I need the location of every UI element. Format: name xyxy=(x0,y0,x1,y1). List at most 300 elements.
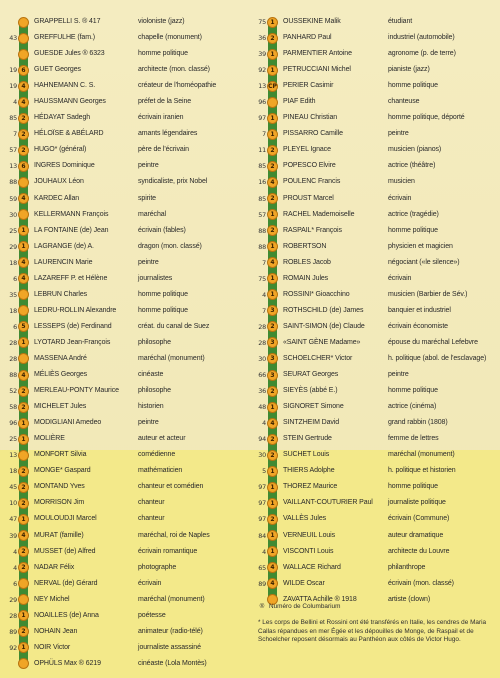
sector-circle: 1 xyxy=(267,273,278,284)
list-row xyxy=(253,94,497,110)
list-row xyxy=(253,303,497,319)
person-name: LYOTARD Jean-François xyxy=(34,338,111,346)
division-number: 4 xyxy=(13,98,17,107)
person-name: THOREZ Maurice xyxy=(283,483,338,491)
sector-circle: 2 xyxy=(267,225,278,236)
sector-circle: 4 xyxy=(267,562,278,573)
sector-circle: 4 xyxy=(18,257,29,268)
list-row xyxy=(253,495,497,511)
sector-circle: 2 xyxy=(267,161,278,172)
list-row xyxy=(4,287,250,303)
sector-circle xyxy=(18,33,29,44)
division-number: 36 xyxy=(258,387,266,396)
footnote: * Les corps de Bellini et Rossini ont été transférés en Italie, les cendres de Maria Callas répandues en mer Égée et les dépouilles de Monge, de Raspail et de Schoelcher reposent désormais au Panthéon aux côtés de Victor Hugo. xyxy=(258,619,487,644)
list-row xyxy=(4,656,250,672)
person-name: ROTHSCHILD (de) James xyxy=(283,306,364,314)
list-row xyxy=(4,255,250,271)
person-description: créateur de l'homéopathie xyxy=(138,82,217,90)
list-row xyxy=(253,78,497,94)
sector-circle: CP xyxy=(268,82,277,90)
person-description: maréchal xyxy=(138,210,166,218)
person-description: chanteur xyxy=(138,499,165,507)
sector-circle: 1 xyxy=(267,546,278,557)
division-number: 39 xyxy=(9,531,17,540)
list-row xyxy=(4,351,250,367)
person-description: musicien xyxy=(388,178,415,186)
person-name: NOIR Victor xyxy=(34,643,71,651)
person-name: MOULOUDJI Marcel xyxy=(34,515,97,523)
division-number: 89 xyxy=(258,579,266,588)
person-name: ROMAIN Jules xyxy=(283,274,329,282)
person-name: MONTAND Yves xyxy=(34,483,85,491)
legend-key xyxy=(258,602,494,612)
list-row xyxy=(253,479,497,495)
person-description: architecte du Louvre xyxy=(388,547,450,555)
list-row xyxy=(253,191,497,207)
list-row xyxy=(4,479,250,495)
person-name: GREFFULHE (fam.) xyxy=(34,34,96,42)
list-row xyxy=(253,287,497,303)
sector-circle: 1 xyxy=(267,17,278,28)
person-description: écrivain (fables) xyxy=(138,226,186,234)
list-row xyxy=(253,142,497,158)
sector-circle: 2 xyxy=(18,498,29,509)
sector-circle: 2 xyxy=(267,145,278,156)
person-description: chapelle (monument) xyxy=(138,34,202,42)
list-row xyxy=(4,383,250,399)
list-row xyxy=(4,511,250,527)
person-description: homme politique xyxy=(388,483,438,491)
division-number: 66 xyxy=(258,371,266,380)
sector-circle: 2 xyxy=(267,321,278,332)
person-name: PETRUCCIANI Michel xyxy=(283,66,351,74)
sector-circle xyxy=(267,97,278,108)
sector-circle: 2 xyxy=(267,386,278,397)
sector-circle: 4 xyxy=(18,370,29,381)
division-number: 97 xyxy=(258,114,266,123)
person-name: MODIGLIANI Amedeo xyxy=(34,419,102,427)
sector-circle: 1 xyxy=(18,241,29,252)
list-row xyxy=(4,592,250,608)
person-name: KARDEC Allan xyxy=(34,194,80,202)
person-name: LEBRUN Charles xyxy=(34,290,88,298)
person-name: GRAPPELLI S. ® 417 xyxy=(34,18,101,25)
division-number: 97 xyxy=(258,499,266,508)
list-row xyxy=(253,174,497,190)
division-number: 6 xyxy=(13,322,17,331)
person-name: STEIN Gertrude xyxy=(283,435,332,443)
division-number: 19 xyxy=(9,66,17,75)
sector-circle: 2 xyxy=(267,450,278,461)
person-name: NOHAIN Jean xyxy=(34,627,78,635)
division-number: 88 xyxy=(258,226,266,235)
sector-circle xyxy=(18,177,29,188)
person-description: préfet de la Seine xyxy=(138,98,192,106)
person-name: GUET Georges xyxy=(34,66,81,74)
division-number: 4 xyxy=(262,547,266,556)
division-number: 75 xyxy=(258,18,266,26)
division-number: 52 xyxy=(9,387,17,396)
person-description: chanteur et comédien xyxy=(138,483,204,491)
person-name: PROUST Marcel xyxy=(283,194,334,202)
person-name: SAINT-SIMON (de) Claude xyxy=(283,322,365,330)
list-row xyxy=(253,271,497,287)
division-number: 10 xyxy=(9,499,17,508)
sector-circle: 1 xyxy=(18,514,29,525)
sector-circle: 4 xyxy=(18,273,29,284)
person-name: PISSARRO Camille xyxy=(283,130,343,138)
sector-circle: 2 xyxy=(18,546,29,557)
legend-label: Numéro de Columbarium xyxy=(269,603,341,610)
person-description: musicien (Barbier de Sév.) xyxy=(388,290,468,298)
person-name: PINEAU Christian xyxy=(283,114,338,122)
division-number: 7 xyxy=(262,306,266,315)
person-name: MASSENA André xyxy=(34,354,87,362)
list-row xyxy=(253,351,497,367)
person-description: peintre xyxy=(138,162,159,170)
person-description: homme politique xyxy=(138,306,188,314)
division-number: 4 xyxy=(262,419,266,428)
person-name: NEY Michel xyxy=(34,595,70,603)
person-description: créat. du canal de Suez xyxy=(138,322,210,330)
list-row xyxy=(253,528,497,544)
person-name: ZAVATTA Achille ® 1918 xyxy=(283,595,357,603)
sector-circle: 4 xyxy=(267,257,278,268)
person-description: architecte (mon. classé) xyxy=(138,66,210,74)
list-row xyxy=(253,255,497,271)
person-name: LA FONTAINE (de) Jean xyxy=(34,226,109,234)
person-name: MORRISON Jim xyxy=(34,499,85,507)
person-description: comédienne xyxy=(138,451,176,459)
sector-circle: 1 xyxy=(267,209,278,220)
sector-circle: 2 xyxy=(18,386,29,397)
list-row xyxy=(4,447,250,463)
person-name: HAUSSMANN Georges xyxy=(34,98,106,106)
sector-circle: 1 xyxy=(18,418,29,429)
division-number: 7 xyxy=(262,130,266,139)
person-name: POULENC Francis xyxy=(283,178,341,186)
list-row xyxy=(4,335,250,351)
sector-circle: 6 xyxy=(18,161,29,172)
person-description: père de l'écrivain xyxy=(138,146,189,154)
sector-circle: 1 xyxy=(267,482,278,493)
division-number: 88 xyxy=(9,371,17,380)
division-number: 4 xyxy=(13,563,17,572)
sector-circle xyxy=(18,450,29,461)
person-name: PIAF Edith xyxy=(283,98,316,106)
person-name: LESSEPS (de) Ferdinand xyxy=(34,322,112,330)
person-description: journaliste assassiné xyxy=(138,643,201,651)
division-number: 4 xyxy=(13,547,17,556)
division-number: 28 xyxy=(258,338,266,347)
person-name: WILDE Oscar xyxy=(283,579,325,587)
sector-circle: 1 xyxy=(267,466,278,477)
list-row xyxy=(4,126,250,142)
division-number: 30 xyxy=(258,354,266,363)
sector-circle: 4 xyxy=(267,418,278,429)
person-description: écrivain iranien xyxy=(138,114,184,122)
sector-circle: 1 xyxy=(267,65,278,76)
person-description: homme politique xyxy=(388,387,438,395)
division-number: 25 xyxy=(9,226,17,235)
person-description: épouse du maréchal Lefebvre xyxy=(388,338,478,346)
left-column xyxy=(4,14,250,672)
person-description: femme de lettres xyxy=(388,435,439,443)
sector-circle: 2 xyxy=(267,434,278,445)
division-number: 28 xyxy=(9,338,17,347)
person-name: NERVAL (de) Gérard xyxy=(34,579,98,587)
person-description: auteur et acteur xyxy=(138,435,186,443)
division-number: 13 xyxy=(9,162,17,171)
sector-circle: 4 xyxy=(18,530,29,541)
sector-circle: 2 xyxy=(18,626,29,637)
division-number: 57 xyxy=(9,146,17,155)
person-description: amants légendaires xyxy=(138,130,198,138)
person-name: SEURAT Georges xyxy=(283,371,339,379)
person-name: RASPAIL* François xyxy=(283,226,342,234)
division-number: 58 xyxy=(9,403,17,412)
person-name: GUESDE Jules ® 6323 xyxy=(34,50,105,58)
list-row xyxy=(4,463,250,479)
list-row xyxy=(4,271,250,287)
list-row xyxy=(4,142,250,158)
person-name: KELLERMANN François xyxy=(34,210,109,218)
division-number: 6 xyxy=(13,579,17,588)
division-number: 97 xyxy=(258,483,266,492)
person-name: MURAT (famille) xyxy=(34,531,84,539)
person-name: SIGNORET Simone xyxy=(283,403,344,411)
right-column xyxy=(253,14,497,608)
person-name: «SAINT GÈNE Madame» xyxy=(283,338,361,346)
person-name: PLEYEL Ignace xyxy=(283,146,331,154)
person-name: LAGRANGE (de) A. xyxy=(34,242,94,250)
list-row xyxy=(4,223,250,239)
list-row xyxy=(4,239,250,255)
sector-circle: 1 xyxy=(267,241,278,252)
sector-circle: 1 xyxy=(267,113,278,124)
person-name: SCHOELCHER* Victor xyxy=(283,354,353,362)
person-name: NOAILLES (de) Anna xyxy=(34,611,99,619)
person-description: banquier et industriel xyxy=(388,306,451,314)
person-description: violoniste (jazz) xyxy=(138,18,185,25)
sector-circle: 3 xyxy=(267,353,278,364)
person-description: musicien (pianos) xyxy=(388,146,442,154)
sector-circle: 1 xyxy=(267,129,278,140)
list-row xyxy=(253,399,497,415)
division-number: 5 xyxy=(262,467,266,476)
person-name: ROSSINI* Gioacchino xyxy=(283,290,350,298)
division-number: 59 xyxy=(9,194,17,203)
sector-circle: 4 xyxy=(267,578,278,589)
division-number: 39 xyxy=(258,50,266,59)
list-row xyxy=(4,191,250,207)
person-name: WALLACE Richard xyxy=(283,563,341,571)
division-number: 11 xyxy=(258,146,266,155)
list-row xyxy=(4,399,250,415)
person-name: PANHARD Paul xyxy=(283,34,332,42)
person-name: ROBERTSON xyxy=(283,242,327,250)
person-description: auteur dramatique xyxy=(388,531,444,539)
list-row xyxy=(4,640,250,656)
sector-circle: 1 xyxy=(18,225,29,236)
list-row xyxy=(4,367,250,383)
list-row xyxy=(253,223,497,239)
person-name: HÉDAYAT Sadegh xyxy=(34,114,91,122)
person-name: JOUHAUX Léon xyxy=(34,178,84,186)
legend xyxy=(258,602,494,645)
sector-circle: 1 xyxy=(267,530,278,541)
person-description: peintre xyxy=(388,371,409,379)
list-row xyxy=(4,303,250,319)
sector-circle: 2 xyxy=(18,113,29,124)
person-description: philanthrope xyxy=(388,563,426,571)
list-row xyxy=(4,528,250,544)
person-name: HAHNEMANN C. S. xyxy=(34,82,96,90)
division-number: 85 xyxy=(258,162,266,171)
person-description: industriel (automobile) xyxy=(388,34,455,42)
person-description: dragon (mon. classé) xyxy=(138,242,202,250)
person-name: LAURENCIN Marie xyxy=(34,258,93,266)
division-number: 85 xyxy=(258,194,266,203)
list-row xyxy=(4,78,250,94)
person-name: MICHELET Jules xyxy=(34,403,87,411)
list-row xyxy=(4,495,250,511)
division-number: 18 xyxy=(9,306,17,315)
person-description: photographe xyxy=(138,563,177,571)
division-number: 28 xyxy=(9,354,17,363)
person-description: maréchal (monument) xyxy=(138,354,205,362)
person-description: journalistes xyxy=(138,274,173,282)
person-name: HÉLOÏSE & ABÉLARD xyxy=(34,130,104,138)
person-description: physicien et magicien xyxy=(388,242,453,250)
person-name: MÉLIÈS Georges xyxy=(34,371,88,379)
division-number: 30 xyxy=(258,451,266,460)
person-description: écrivain romantique xyxy=(138,547,198,555)
person-name: VALLÈS Jules xyxy=(283,515,327,523)
sector-circle xyxy=(18,658,29,669)
division-number: 48 xyxy=(258,403,266,412)
person-name: SINTZHEIM David xyxy=(283,419,340,427)
person-description: écrivain (mon. classé) xyxy=(388,579,454,587)
person-description: actrice (cinéma) xyxy=(388,403,437,411)
list-row xyxy=(4,207,250,223)
person-name: PARMENTIER Antoine xyxy=(283,50,352,58)
sector-circle xyxy=(18,17,29,28)
list-row xyxy=(253,14,497,30)
list-row xyxy=(4,30,250,46)
sector-circle: 2 xyxy=(267,33,278,44)
person-description: philosophe xyxy=(138,338,171,346)
person-description: agronome (p. de terre) xyxy=(388,50,456,58)
list-row xyxy=(253,560,497,576)
sector-circle: 1 xyxy=(267,498,278,509)
person-description: écrivain xyxy=(388,274,412,282)
division-number: 28 xyxy=(9,611,17,620)
list-row xyxy=(4,624,250,640)
list-row xyxy=(4,94,250,110)
division-number: 18 xyxy=(9,258,17,267)
sector-circle: 2 xyxy=(267,514,278,525)
sector-circle: 2 xyxy=(18,402,29,413)
person-name: PERIER Casimir xyxy=(283,82,334,90)
sector-circle: 2 xyxy=(18,482,29,493)
division-number: 47 xyxy=(9,515,17,524)
division-number: 57 xyxy=(258,210,266,219)
person-name: LAZAREFF P. et Hélène xyxy=(34,274,108,282)
list-row xyxy=(253,544,497,560)
person-name: RACHEL Mademoiselle xyxy=(283,210,355,218)
person-description: pianiste (jazz) xyxy=(388,66,430,74)
person-name: OPHÜLS Max ® 6219 xyxy=(34,659,101,667)
division-number: 19 xyxy=(9,82,17,91)
person-description: homme politique xyxy=(138,50,188,58)
list-row xyxy=(4,431,250,447)
division-number: 13 xyxy=(9,451,17,460)
person-name: SIEYÈS (abbé E.) xyxy=(283,387,338,395)
person-description: peintre xyxy=(138,419,159,427)
person-name: MONGE* Gaspard xyxy=(34,467,91,475)
person-description: artiste (clown) xyxy=(388,595,431,603)
sector-circle: 3 xyxy=(267,305,278,316)
sector-circle: 1 xyxy=(267,49,278,60)
person-description: journaliste politique xyxy=(388,499,446,507)
person-description: maréchal (monument) xyxy=(138,595,205,603)
person-description: actrice (tragédie) xyxy=(388,210,439,218)
sector-circle: 2 xyxy=(267,193,278,204)
person-name: VERNEUIL Louis xyxy=(283,531,336,539)
division-number: 7 xyxy=(13,130,17,139)
list-row xyxy=(253,415,497,431)
person-name: ROBLES Jacob xyxy=(283,258,331,266)
sector-circle xyxy=(18,209,29,220)
sector-circle: 4 xyxy=(18,193,29,204)
division-number: 35 xyxy=(9,290,17,299)
list-row xyxy=(253,46,497,62)
list-row xyxy=(253,319,497,335)
list-row xyxy=(253,335,497,351)
person-name: VISCONTI Louis xyxy=(283,547,334,555)
sector-circle: 2 xyxy=(18,129,29,140)
list-row xyxy=(253,447,497,463)
list-row xyxy=(4,415,250,431)
division-number: 29 xyxy=(9,595,17,604)
person-description: chanteuse xyxy=(388,98,420,106)
person-description: cinéaste (Lola Montès) xyxy=(138,659,207,667)
person-description: cinéaste xyxy=(138,371,164,379)
division-number: 97 xyxy=(258,515,266,524)
list-row xyxy=(253,463,497,479)
division-number: 88 xyxy=(258,242,266,251)
person-description: philosophe xyxy=(138,387,171,395)
person-description: peintre xyxy=(388,130,409,138)
sector-circle: 6 xyxy=(18,65,29,76)
list-row xyxy=(253,511,497,527)
columbarium-symbol: ® xyxy=(259,603,265,610)
person-description: poétesse xyxy=(138,611,166,619)
person-description: h. politique (abol. de l'esclavage) xyxy=(388,354,487,362)
person-name: MERLEAU-PONTY Maurice xyxy=(34,387,119,395)
division-number: 45 xyxy=(9,483,17,492)
sector-circle: 4 xyxy=(18,97,29,108)
person-description: animateur (radio-télé) xyxy=(138,627,203,635)
person-description: maréchal (monument) xyxy=(388,451,455,459)
person-description: étudiant xyxy=(388,18,413,25)
person-description: écrivain xyxy=(388,194,412,202)
person-description: maréchal, roi de Naples xyxy=(138,531,210,539)
person-description: h. politique et historien xyxy=(388,467,456,475)
person-name: THIERS Adolphe xyxy=(283,467,335,475)
sector-circle: 2 xyxy=(18,466,29,477)
